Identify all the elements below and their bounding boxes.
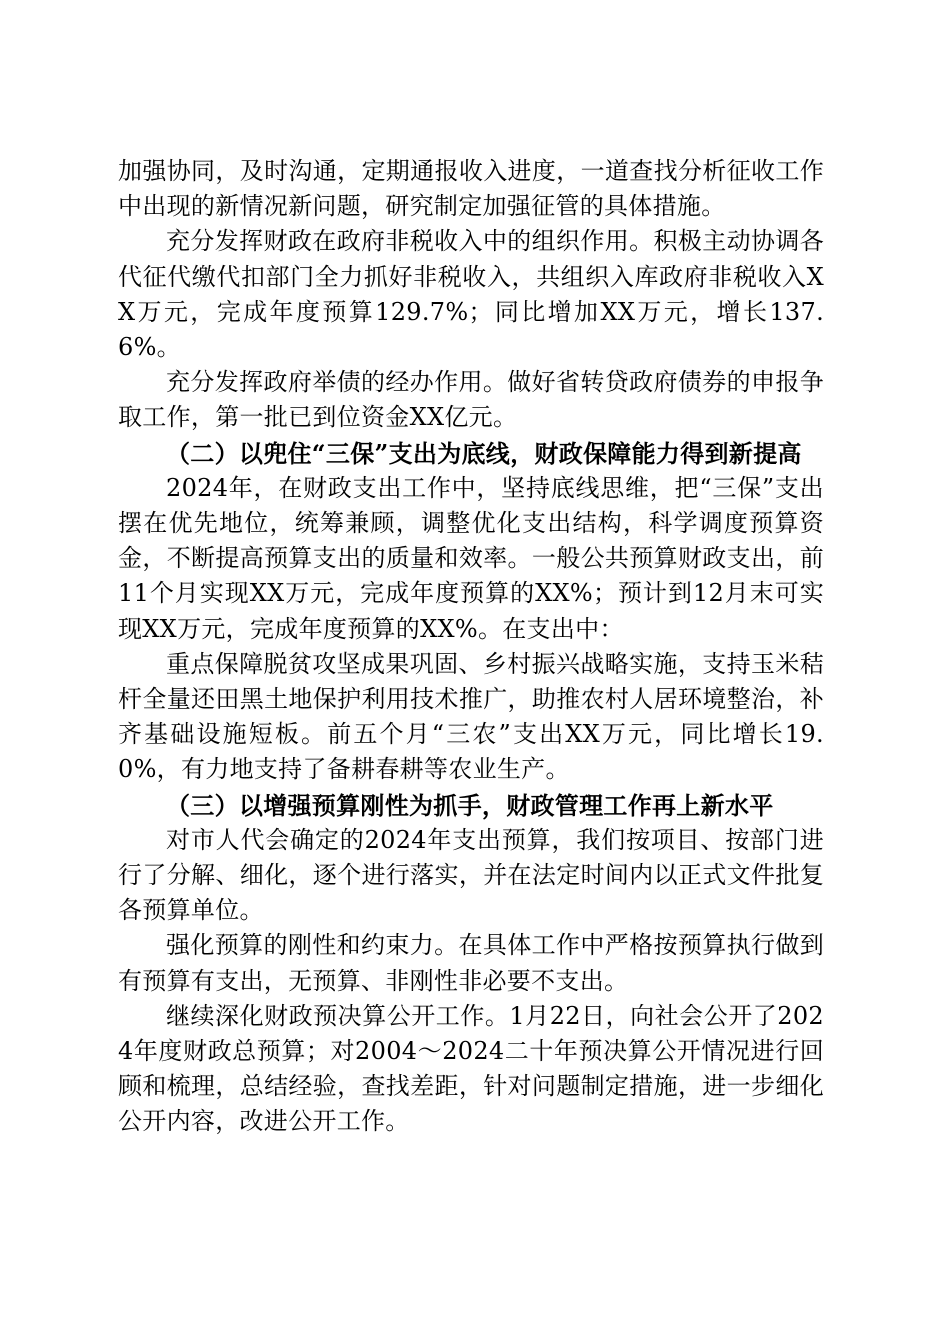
paragraph-continuation: 加强协同，及时沟通，定期通报收入进度，一道查找分析征收工作中出现的新情况新问题，研究制定加强征管的具体措施。 bbox=[118, 157, 824, 221]
paragraph-expenditure-2024: 2024年，在财政支出工作中，坚持底线思维，把“三保”支出摆在优先地位，统筹兼顾，调整优化支出结构，科学调度预算资金，不断提高预算支出的质量和效率。一般公共预算财政支出，前11个月实现XX万元，完成年度预算的XX%；预计到12月末可实现XX万元，完成年度预算的XX%。在支出中： bbox=[118, 473, 824, 643]
section-heading-3: （三）以增强预算刚性为抓手，财政管理工作再上新水平 bbox=[166, 790, 774, 820]
section-heading-2: （二）以兜住“三保”支出为底线，财政保障能力得到新提高 bbox=[166, 438, 802, 468]
paragraph-rural-support: 重点保障脱贫攻坚成果巩固、乡村振兴战略实施，支持玉米秸杆全量还田黑土地保护利用技术推广，助推农村人居环境整治，补齐基础设施短板。前五个月“三农”支出XX万元，同比增长19.0%，有力地支持了备耕春耕等农业生产。 bbox=[118, 649, 824, 784]
paragraph-budget-disclosure: 继续深化财政预决算公开工作。1月22日，向社会公开了2024年度财政总预算；对2004～2024二十年预决算公开情况进行回顾和梳理，总结经验，查找差距，针对问题制定措施，进一步细化公开内容，改进公开工作。 bbox=[118, 1001, 824, 1136]
paragraph-budget-breakdown: 对市人代会确定的2024年支出预算，我们按项目、按部门进行了分解、细化，逐个进行落实，并在法定时间内以正式文件批复各预算单位。 bbox=[118, 825, 824, 925]
paragraph-government-debt: 充分发挥政府举债的经办作用。做好省转贷政府债券的申报争取工作，第一批已到位资金XX亿元。 bbox=[118, 368, 824, 432]
paragraph-budget-rigidity: 强化预算的刚性和约束力。在具体工作中严格按预算执行做到有预算有支出，无预算、非刚性非必要不支出。 bbox=[118, 931, 824, 995]
document-page bbox=[118, 154, 824, 1140]
paragraph-non-tax-revenue: 充分发挥财政在政府非税收入中的组织作用。积极主动协调各代征代缴代扣部门全力抓好非税收入，共组织入库政府非税收入XX万元，完成年度预算129.7%；同比增加XX万元，增长137.6%。 bbox=[118, 227, 824, 362]
